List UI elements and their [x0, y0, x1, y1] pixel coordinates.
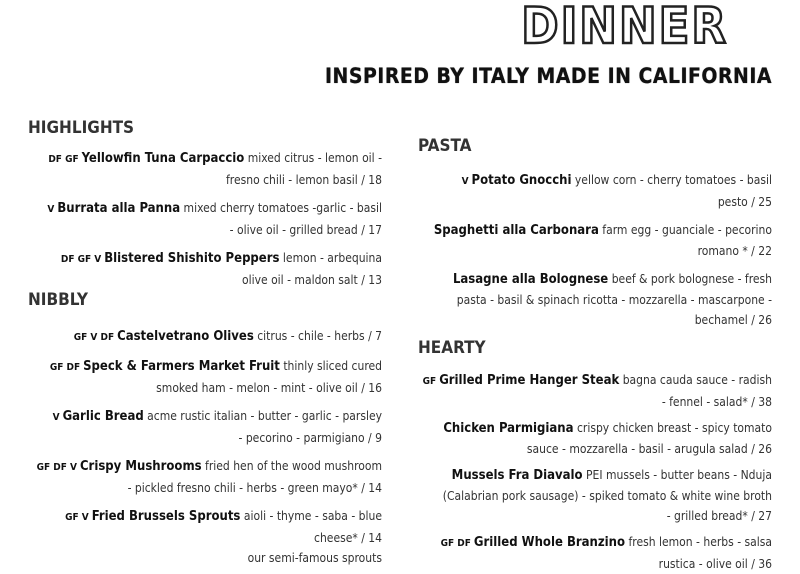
hearty-list	[412, 370, 772, 574]
dietary-badges: GF V DF	[73, 332, 115, 343]
dish-description: romano * / 22	[697, 244, 772, 258]
dish-name: Crispy Mushrooms	[79, 459, 202, 474]
dish-name: Grilled Whole Branzino	[473, 535, 626, 550]
dietary-badges: DF GF	[48, 154, 79, 165]
dish-name: Potato Gnocchi	[471, 173, 572, 188]
dietary-badges: GF	[422, 376, 437, 387]
dish-description: thinly sliced cured	[283, 359, 382, 373]
dish-description: - pecorino - parmigiano / 9	[238, 431, 382, 445]
menu-item	[412, 370, 772, 412]
dietary-badges: GF V	[65, 512, 89, 523]
dish-name: Grilled Prime Hanger Steak	[439, 373, 620, 388]
menu-item	[412, 170, 772, 212]
dietary-badges: GF DF	[440, 538, 471, 549]
dish-description: (Calabrian pork sausage) - spiked tomato & white wine broth	[442, 489, 772, 503]
dish-description: - fennel - salad* / 38	[661, 395, 772, 409]
section-title-highlights: HIGHLIGHTS	[28, 118, 135, 138]
section-title-nibbly: NIBBLY	[28, 290, 88, 310]
dietary-badges: V	[52, 412, 60, 423]
menu-item	[2, 248, 382, 290]
dish-description: crispy chicken breast - spicy tomato	[576, 421, 772, 435]
menu-item	[412, 418, 772, 459]
menu-item	[2, 356, 382, 398]
menu-title: DINNER	[521, 0, 728, 55]
menu-tagline: INSPIRED BY ITALY MADE IN CALIFORNIA	[325, 64, 772, 88]
highlights-list	[2, 148, 382, 290]
dish-description: rustica - olive oil / 36	[658, 557, 772, 571]
menu-item	[2, 198, 382, 240]
dish-description: sauce - mozzarella - basil - arugula salad / 26	[526, 442, 772, 456]
dish-name: Fried Brussels Sprouts	[91, 509, 241, 524]
dish-description: lemon - arbequina	[282, 251, 382, 265]
dish-note: our semi-famous sprouts	[247, 551, 382, 565]
dish-name: Spaghetti alla Carbonara	[433, 223, 599, 238]
menu-item	[412, 269, 772, 330]
dish-name: Yellowfin Tuna Carpaccio	[81, 151, 245, 166]
dish-description: bechamel / 26	[694, 313, 772, 327]
dish-description: aioli - thyme - saba - blue	[243, 509, 382, 523]
dietary-badges: V	[47, 204, 55, 215]
dish-name: Speck & Farmers Market Fruit	[83, 359, 280, 374]
menu-item	[2, 506, 382, 568]
dish-description: mixed citrus - lemon oil -	[247, 151, 382, 165]
menu-item	[412, 220, 772, 261]
dish-description: pesto / 25	[717, 195, 772, 209]
dish-description: beef & pork bolognese - fresh	[611, 272, 772, 286]
dish-name: Castelvetrano Olives	[117, 329, 254, 344]
dish-name: Mussels Fra Diavalo	[451, 468, 583, 483]
menu-item	[2, 406, 382, 448]
dish-name: Blistered Shishito Peppers	[104, 251, 280, 266]
dish-description: cheese* / 14	[314, 531, 382, 545]
pasta-list	[412, 170, 772, 330]
dish-description: bagna cauda sauce - radish	[622, 373, 772, 387]
dish-name: Chicken Parmigiana	[443, 421, 574, 436]
menu-item	[412, 465, 772, 526]
dish-name: Lasagne alla Bolognese	[452, 272, 609, 287]
dietary-badges: DF GF V	[60, 254, 102, 265]
dish-name: Garlic Bread	[62, 409, 144, 424]
dish-description: mixed cherry tomatoes -garlic - basil	[183, 201, 382, 215]
menu-item	[2, 456, 382, 498]
dish-description: - pickled fresno chili - herbs - green mayo* / 14	[127, 481, 382, 495]
dish-description: - olive oil - grilled bread / 17	[229, 223, 382, 237]
dish-description: farm egg - guanciale - pecorino	[602, 223, 772, 237]
dish-description: fresno chili - lemon basil / 18	[225, 173, 382, 187]
dish-description: fried hen of the wood mushroom	[205, 459, 382, 473]
menu-item	[412, 532, 772, 574]
section-title-hearty: HEARTY	[418, 338, 486, 358]
dish-description: smoked ham - melon - mint - olive oil / 16	[156, 381, 382, 395]
dish-name: Burrata alla Panna	[57, 201, 181, 216]
dish-description: pasta - basil & spinach ricotta - mozzarella - mascarpone -	[456, 293, 772, 307]
menu-item	[2, 326, 382, 348]
dish-description: olive oil - maldon salt / 13	[242, 273, 382, 287]
dish-description: acme rustic italian - butter - garlic - parsley	[147, 409, 382, 423]
dish-description: citrus - chile - herbs / 7	[257, 329, 382, 343]
section-title-pasta: PASTA	[418, 136, 472, 156]
dish-description: fresh lemon - herbs - salsa	[628, 535, 772, 549]
dish-description: yellow corn - cherry tomatoes - basil	[574, 173, 772, 187]
dietary-badges: GF DF	[49, 362, 81, 373]
nibbly-list	[2, 326, 382, 568]
dish-description: PEI mussels - butter beans - Nduja	[586, 468, 772, 482]
dish-description: - grilled bread* / 27	[666, 509, 772, 523]
dietary-badges: V	[461, 176, 469, 187]
menu-item	[2, 148, 382, 190]
dietary-badges: GF DF V	[36, 462, 77, 473]
